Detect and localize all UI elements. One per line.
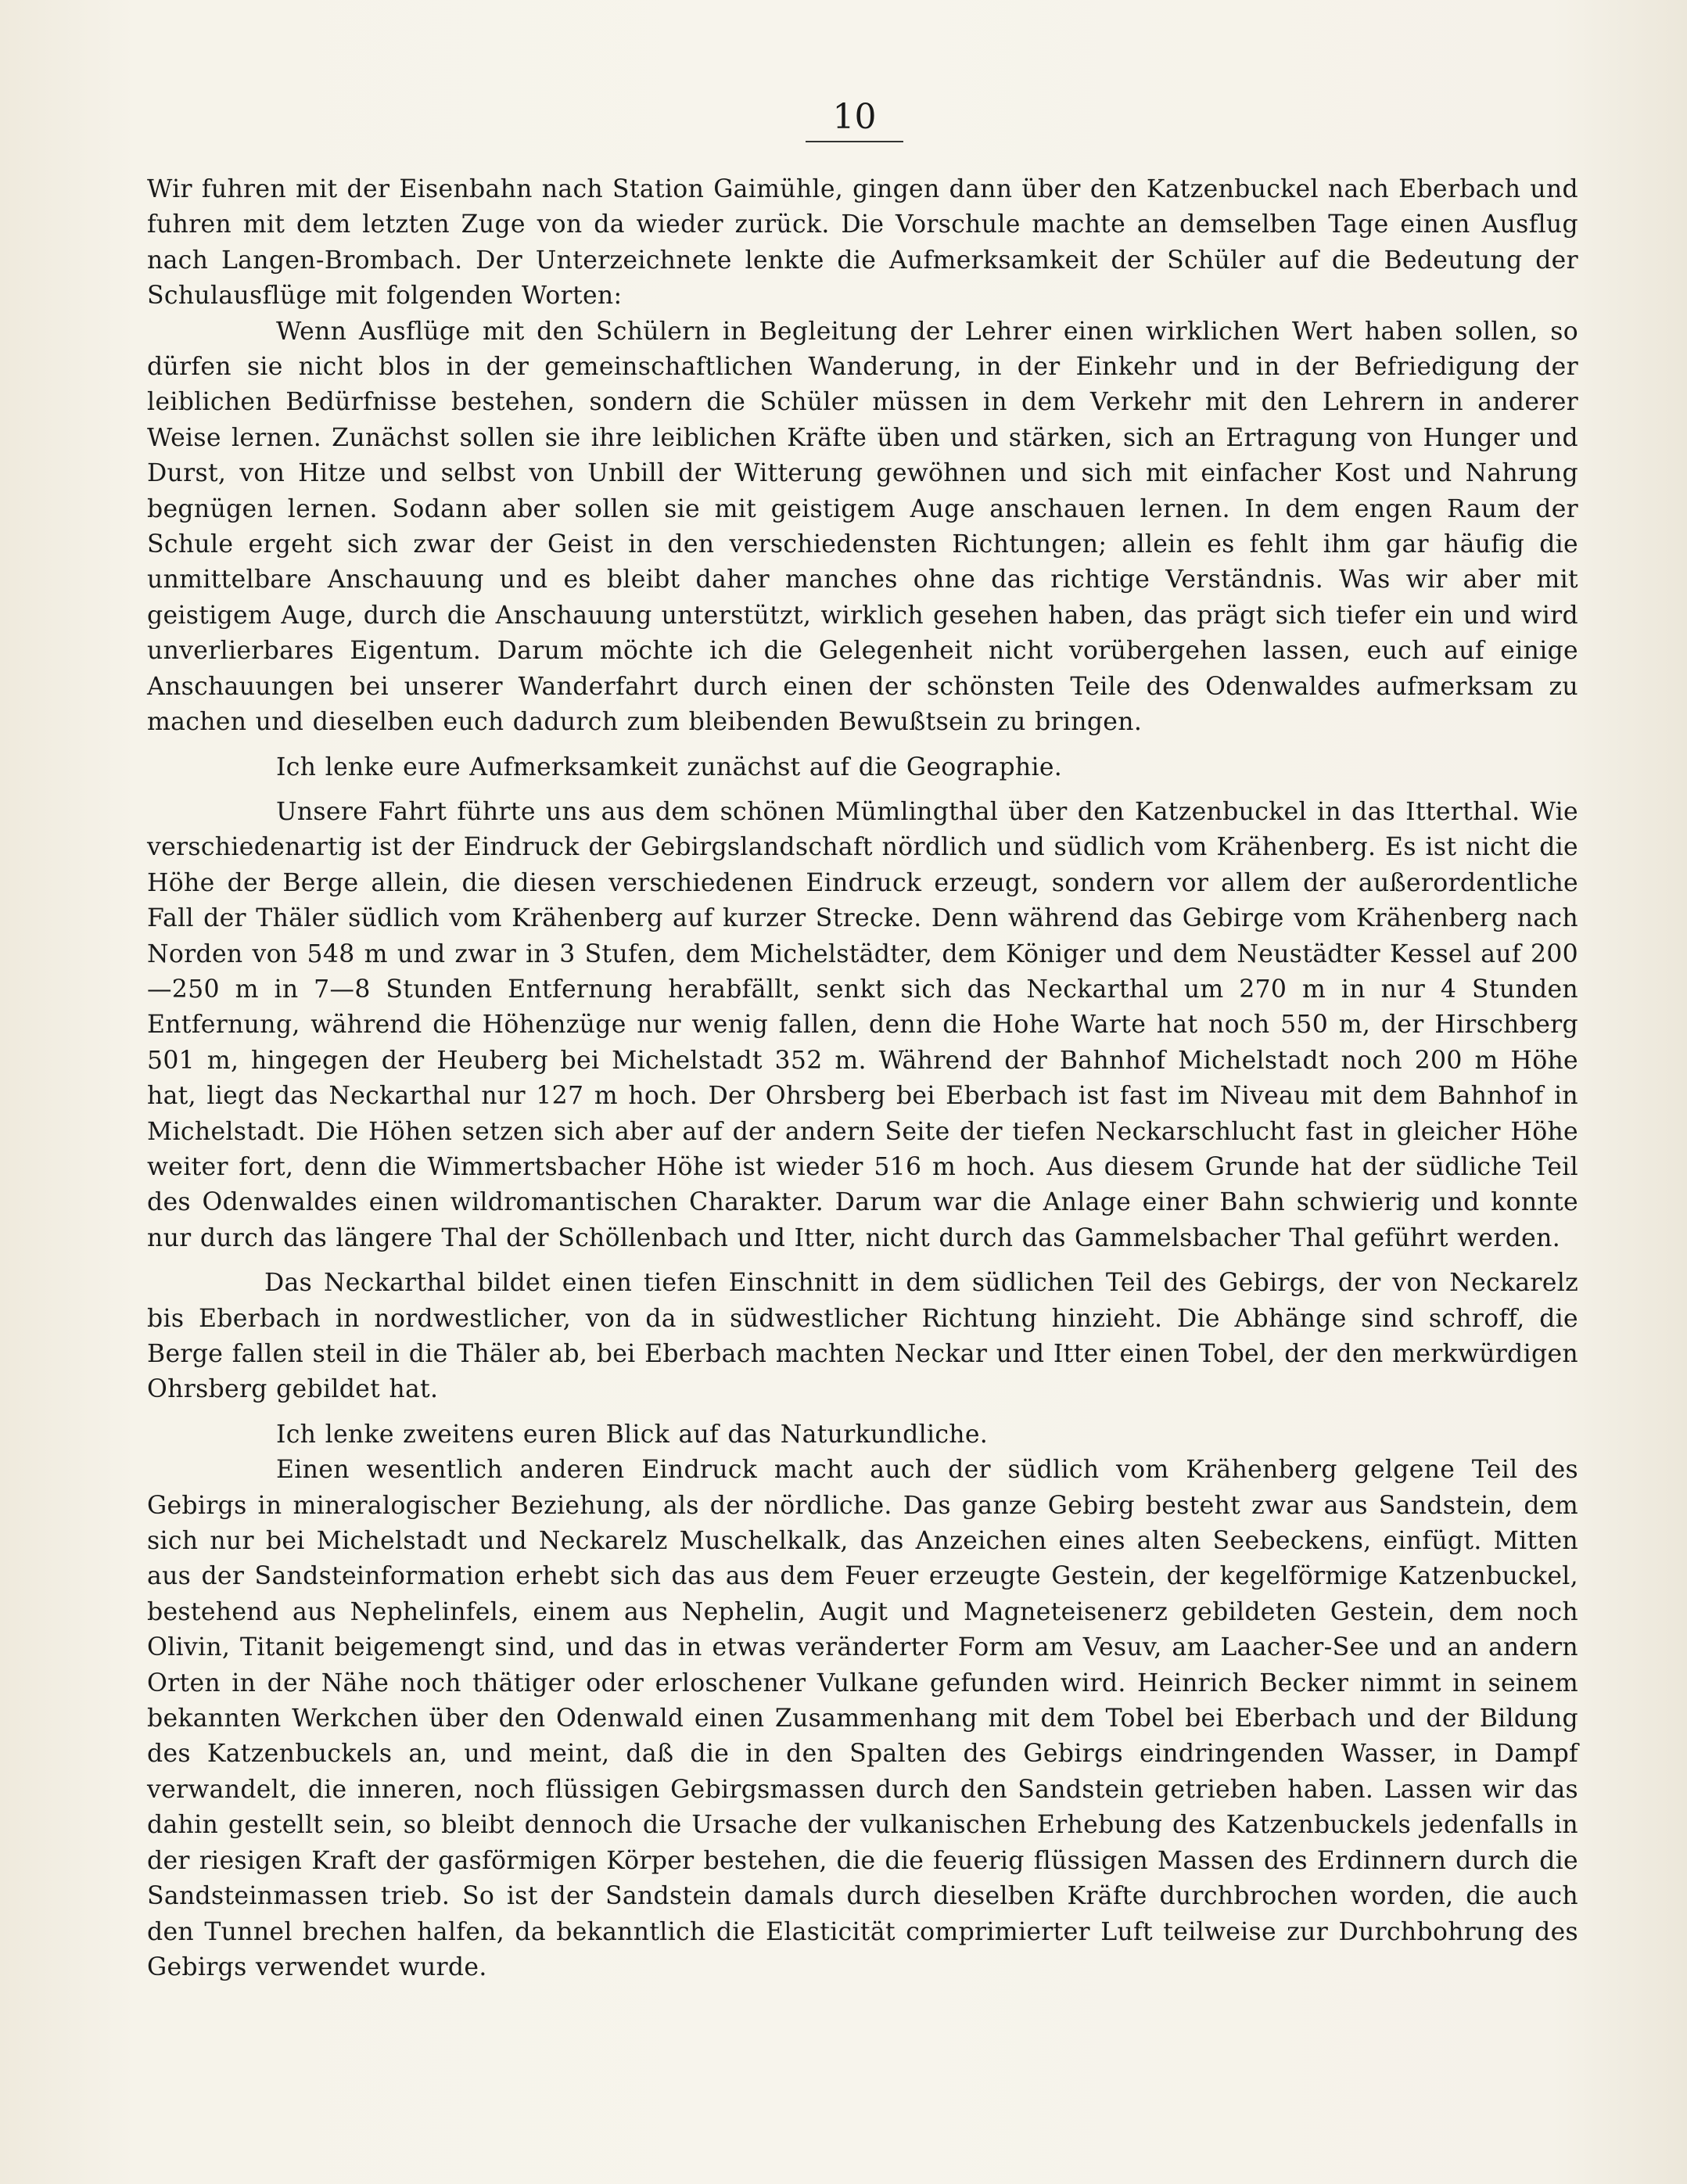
paragraph-mineralogy: Einen wesentlich anderen Eindruck macht auch der südlich vom Krähenberg gelgene Teil des Gebirgs in mineralogischer Beziehung, als der nördliche. Das ganze Gebirg besteht zwar aus Sandstein, dem sich nur bei Michelstadt und Neckarelz Muschelkalk, das Anzeichen eines alten Seebeckens, einfügt. Mitten aus der Sandsteinformation erhebt sich das aus dem Feuer erzeugte Gestein, der kegelförmige Katzenbuckel, bestehend aus Nephelinfels, einem aus Nephelin, Augit und Magneteisenerz gebildeten Gestein, dem noch Olivin, Titanit beigemengt sind, und das in etwas veränderter Form am Vesuv, am Laacher-See und an andern Orten in der Nähe noch thätiger oder erloschener Vulkane gefunden wird. Heinrich Becker nimmt in seinem bekannten Werkchen über den Odenwald einen Zusammenhang mit dem Tobel bei Eberbach und der Bildung des Katzenbuckels an, und meint, daß die in den Spalten des Gebirgs eindringenden Wasser, in Dampf verwandelt, die inneren, noch flüssigen Gebirgsmassen durch den Sandstein getrieben haben. Lassen wir das dahin gestellt sein, so bleibt dennoch die Ursache der vulkanischen Erhebung des Katzenbuckels jedenfalls in der riesigen Kraft der gasförmigen Körper bestehen, die die feuerig flüssigen Massen des Erdinnern durch die Sandsteinmassen trieb. So ist der Sandstein damals durch dieselben Kräfte durchbrochen worden, die auch den Tunnel brechen halfen, da bekanntlich die Elasticität comprimierter Luft teilweise zur Durchbohrung des Gebirgs verwendet wurde. (147, 1456, 1578, 1981)
paragraph-neckarthal: Das Neckarthal bildet einen tiefen Einschnitt in dem südlichen Teil des Gebirgs, der von Neckarelz bis Eberbach in nordwestlicher, von da in südwestlicher Richtung hinzieht. Die Abhänge sind schroff, die Berge fallen steil in die Thäler ab, bei Eberbach machten Neckar und Itter einen Tobel, der den merkwürdigen Ohrsberg gebildet hat. (147, 1269, 1578, 1404)
paragraph-naturkunde-heading: Ich lenke zweitens euren Blick auf das Naturkundliche. (276, 1420, 989, 1449)
page-number: 10 (806, 95, 903, 142)
paragraph-intro: Wir fuhren mit der Eisenbahn nach Station Gaimühle, gingen dann über den Katzenbuckel nach Eberbach und fuhren mit dem letzten Zuge von da wieder zurück. Die Vorschule machte an demselben Tage einen Ausflug nach Langen-Brombach. Der Unterzeichnete lenkte die Aufmerksamkeit der Schüler auf die Bedeutung der Schulausflüge mit folgenden Worten: (147, 175, 1578, 311)
body-text (147, 172, 1578, 1985)
paragraph-geography-heading: Ich lenke eure Aufmerksamkeit zunächst auf die Geographie. (276, 753, 1063, 781)
paragraph-speech-opening: Wenn Ausflüge mit den Schülern in Begleitung der Lehrer einen wirklichen Wert haben sollen, so dürfen sie nicht blos in der gemeinschaftlichen Wanderung, in der Einkehr und in der Befriedigung der leiblichen Bedürfnisse bestehen, sondern die Schüler müssen in dem Verkehr mit den Lehrern in anderer Weise lernen. Zunächst sollen sie ihre leiblichen Kräfte üben und stärken, sich an Ertragung von Hunger und Durst, von Hitze und selbst von Unbill der Witterung gewöhnen und sich mit einfacher Kost und Nahrung begnügen lernen. Sodann aber sollen sie mit geistigem Auge anschauen lernen. In dem engen Raum der Schule ergeht sich zwar der Geist in den verschiedensten Richtungen; allein es fehlt ihm gar häufig die unmittelbare Anschauung und es bleibt daher manches ohne das richtige Verständnis. Was wir aber mit geistigem Auge, durch die Anschauung unterstützt, wirklich gesehen haben, das prägt sich tiefer ein und wird unverlierbares Eigentum. Darum möchte ich die Gelegenheit nicht vorübergehen lassen, euch auf einige Anschauungen bei unserer Wanderfahrt durch einen der schönsten Teile des Odenwaldes aufmerksam zu machen und dieselben euch dadurch zum bleibenden Bewußtsein zu bringen. (147, 317, 1578, 737)
paragraph-geography: Unsere Fahrt führte uns aus dem schönen Mümlingthal über den Katzenbuckel in das Itterthal. Wie verschiedenartig ist der Eindruck der Gebirgslandschaft nördlich und südlich vom Krähenberg. Es ist nicht die Höhe der Berge allein, die diesen verschiedenen Eindruck erzeugt, sondern vor allem der außerordentliche Fall der Thäler südlich vom Krähenberg auf kurzer Strecke. Denn während das Gebirge vom Krähenberg nach Norden von 548 m und zwar in 3 Stufen, dem Michelstädter, dem Königer und dem Neustädter Kessel auf 200—250 m in 7—8 Stunden Entfernung herabfällt, senkt sich das Neckarthal um 270 m in nur 4 Stunden Entfernung, während die Höhenzüge nur wenig fallen, denn die Hohe Warte hat noch 550 m, der Hirschberg 501 m, hingegen der Heuberg bei Michelstadt 352 m. Während der Bahnhof Michelstadt noch 200 m Höhe hat, liegt das Neckarthal nur 127 m hoch. Der Ohrsberg bei Eberbach ist fast im Niveau mit dem Bahnhof in Michelstadt. Die Höhen setzen sich aber auf der andern Seite der tiefen Neckarschlucht fast in gleicher Höhe weiter fort, denn die Wimmertsbacher Höhe ist wieder 516 m hoch. Aus diesem Grunde hat der südliche Teil des Odenwaldes einen wildromantischen Charakter. Darum war die Anlage einer Bahn schwierig und konnte nur durch das längere Thal der Schöllenbach und Itter, nicht durch das Gammelsbacher Thal geführt werden. (147, 797, 1578, 1252)
